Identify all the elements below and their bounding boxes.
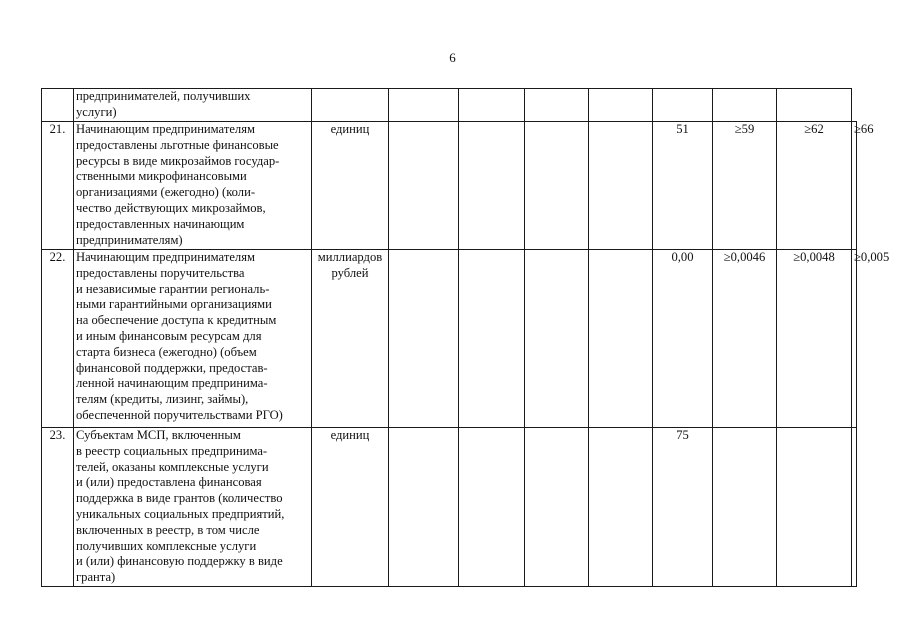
value-cell xyxy=(459,428,525,587)
value-cell xyxy=(525,250,589,428)
table-row xyxy=(42,122,857,250)
value-cell xyxy=(777,89,852,122)
text-line: ными гарантийными организациями xyxy=(76,297,272,312)
indicator-name xyxy=(74,89,312,122)
row-number: 22. xyxy=(42,250,74,428)
value-cell: ≥0,0046 xyxy=(713,250,777,428)
text-line: гранта) xyxy=(76,570,116,585)
unit-cell xyxy=(312,122,389,250)
text-line: телям (кредиты, лизинг, займы), xyxy=(76,392,249,407)
row-number: 21. xyxy=(42,122,74,250)
value-cell: 75 xyxy=(653,428,713,587)
indicator-name xyxy=(74,428,312,587)
text-line: старта бизнеса (ежегодно) (объем xyxy=(76,344,257,359)
text-line: ленной начинающим предпринима- xyxy=(76,376,268,391)
value-cell xyxy=(459,89,525,122)
row-number: 23. xyxy=(42,428,74,587)
value-cell xyxy=(389,89,459,122)
table-row xyxy=(42,428,857,587)
value-cell xyxy=(525,89,589,122)
value-cell: ≥0,005 xyxy=(852,250,857,428)
text-line: обеспеченной поручительствами РГО) xyxy=(76,407,283,422)
text-line: телей, оказаны комплексные услуги xyxy=(76,459,269,474)
row-number xyxy=(42,89,74,122)
value-cell: ≥0,0048 xyxy=(777,250,852,428)
value-cell xyxy=(589,122,653,250)
text-line: в реестр социальных предпринима- xyxy=(76,443,268,458)
value-cell xyxy=(389,250,459,428)
value-cell xyxy=(713,89,777,122)
indicators-table xyxy=(41,88,890,587)
text-line: Субъектам МСП, включенным xyxy=(76,428,241,442)
value-cell xyxy=(713,428,777,587)
text-line: на обеспечение доступа к кредитным xyxy=(76,313,277,328)
text-line: и (или) финансовую поддержку в виде xyxy=(76,554,283,569)
text-line: чество действующих микрозаймов, xyxy=(76,200,266,215)
text-line: предоставлены поручительства xyxy=(76,265,245,280)
text-line: организациями (ежегодно) (коли- xyxy=(76,185,256,200)
value-cell xyxy=(389,428,459,587)
value-cell xyxy=(852,428,857,587)
value-cell: ≥62 xyxy=(777,122,852,250)
value-cell xyxy=(777,428,852,587)
value-cell xyxy=(589,428,653,587)
text-line: ресурсы в виде микрозаймов государ- xyxy=(76,153,280,168)
page-number: 6 xyxy=(449,50,456,65)
text-line: включенных в реестр, в том числе xyxy=(76,522,260,537)
value-cell xyxy=(653,89,713,122)
text-line: и (или) предоставлена финансовая xyxy=(76,475,262,490)
value-cell xyxy=(525,122,589,250)
value-cell: ≥66 xyxy=(852,122,857,250)
unit-cell xyxy=(312,250,389,428)
text-line: Начинающим предпринимателям xyxy=(76,122,255,136)
text-line: предоставленных начинающим xyxy=(76,216,245,231)
text-line: услуги) xyxy=(76,104,117,119)
unit-cell xyxy=(312,428,389,587)
value-cell xyxy=(459,122,525,250)
text-line: и иным финансовым ресурсам для xyxy=(76,328,262,343)
value-cell xyxy=(589,250,653,428)
text-line: ственными микрофинансовыми xyxy=(76,169,247,184)
value-cell xyxy=(525,428,589,587)
unit-text: рублей xyxy=(331,265,369,280)
value-cell: 51 xyxy=(653,122,713,250)
text-line: и независимые гарантии региональ- xyxy=(76,281,270,296)
text-line: уникальных социальных предприятий, xyxy=(76,506,285,521)
text-line: Начинающим предпринимателям xyxy=(76,250,255,264)
text-line: предпринимателей, получивших xyxy=(76,89,251,103)
text-line: получивших комплексные услуги xyxy=(76,538,257,553)
text-line: финансовой поддержки, предостав- xyxy=(76,360,268,375)
value-cell xyxy=(589,89,653,122)
value-cell xyxy=(459,250,525,428)
value-cell xyxy=(389,122,459,250)
value-cell: 0,00 xyxy=(653,250,713,428)
text-line: поддержка в виде грантов (количество xyxy=(76,491,283,506)
unit-text: единиц xyxy=(330,428,370,442)
value-cell: ≥59 xyxy=(713,122,777,250)
table-row xyxy=(42,250,857,428)
unit-text: единиц xyxy=(330,122,370,136)
text-line: предпринимателям) xyxy=(76,232,183,247)
indicator-name xyxy=(74,250,312,428)
unit-cell xyxy=(312,89,389,122)
indicator-name xyxy=(74,122,312,250)
text-line: предоставлены льготные финансовые xyxy=(76,137,279,152)
unit-text: миллиардов xyxy=(317,250,383,264)
table-row xyxy=(42,89,857,122)
